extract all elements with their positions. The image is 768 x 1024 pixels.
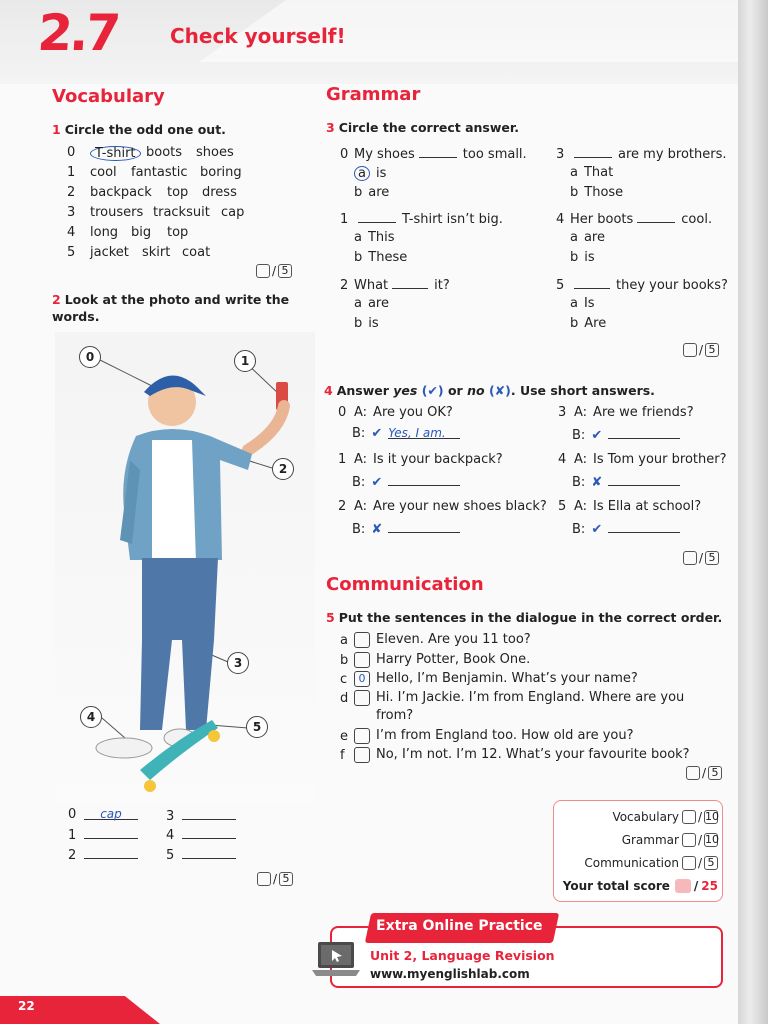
question-text: Are we friends?	[593, 405, 694, 420]
ex4-text-a: Answer	[336, 383, 394, 398]
ex3-instruction	[326, 120, 519, 137]
item-text-line: Harry Potter, Book One.	[376, 652, 531, 667]
answer-field[interactable]	[388, 474, 460, 486]
num: 1	[68, 828, 77, 843]
num: 5	[166, 848, 175, 863]
answer-field[interactable]: Yes, I am.	[388, 427, 460, 439]
label-a: A:	[354, 405, 368, 420]
ex1-word[interactable]: big	[131, 225, 152, 240]
ex1-word[interactable]: coat	[182, 245, 211, 260]
grammar-heading: Grammar	[326, 84, 421, 105]
blank-field[interactable]	[419, 146, 457, 158]
ex4-question	[558, 500, 701, 513]
item-number: 2	[340, 278, 349, 293]
option-letter: b	[354, 250, 363, 265]
score-total: 5	[705, 551, 719, 565]
online-unit: Unit 2, Language Revision	[370, 948, 555, 963]
blank-field[interactable]	[358, 211, 396, 223]
ex1-word[interactable]: shoes	[196, 145, 234, 160]
ex1-row-number: 3	[67, 205, 76, 220]
ex5-score: / 5	[686, 766, 722, 780]
option-letter: b	[354, 185, 363, 200]
t-shirt	[152, 440, 196, 562]
ex4-text-b: . Use short answers.	[510, 383, 655, 398]
blank-field[interactable]	[574, 277, 610, 289]
label-b: B:	[352, 522, 366, 537]
item-number: 3	[558, 405, 567, 420]
item-text	[376, 651, 696, 669]
answer-field[interactable]	[84, 847, 138, 859]
ex4-question	[558, 406, 694, 419]
item-number: 3	[556, 147, 565, 162]
ex4-number: 4	[324, 383, 333, 398]
answer-field[interactable]: cap	[84, 808, 138, 820]
ex1-word[interactable]: top	[167, 225, 189, 240]
answer-field[interactable]	[182, 847, 236, 859]
trainers	[96, 738, 152, 758]
callout-1: 1	[234, 350, 256, 372]
ex1-word[interactable]: T-shirt	[90, 146, 141, 161]
total-max: 25	[701, 879, 718, 893]
item-number: 5	[556, 278, 565, 293]
score-grammar: Grammar / 10	[621, 833, 719, 847]
ex3-item	[556, 277, 728, 292]
cross-icon: (✘)	[488, 383, 511, 398]
item-number: 4	[558, 452, 567, 467]
label-b: B:	[572, 522, 586, 537]
item-text: they your books?	[616, 278, 728, 293]
order-box[interactable]: 0	[354, 671, 370, 687]
ex5-text: Put the sentences in the dialogue in the correct order.	[338, 610, 723, 625]
item-letter: f	[340, 748, 345, 763]
ex4-no: no	[467, 383, 485, 398]
ex5-item	[340, 634, 696, 649]
num: 4	[166, 828, 175, 843]
item-number: 1	[338, 452, 347, 467]
label-b: B:	[352, 475, 366, 490]
vocabulary-heading: Vocabulary	[52, 86, 165, 107]
ex4-answer	[352, 427, 460, 440]
ex1-word[interactable]: cool	[90, 165, 117, 180]
item-number: 0	[338, 405, 347, 420]
page-number: 22	[18, 999, 35, 1013]
jeans	[140, 558, 218, 730]
score-box[interactable]	[683, 551, 697, 565]
order-box[interactable]	[354, 728, 370, 744]
ex4-question	[338, 406, 453, 419]
item-text	[376, 631, 696, 649]
tick-icon: ✔	[371, 475, 383, 490]
total-score-box[interactable]	[675, 879, 691, 893]
blank-field[interactable]	[574, 146, 612, 158]
option-text: are	[583, 230, 605, 245]
num: 0	[68, 807, 77, 822]
item-number: 1	[340, 212, 349, 227]
ex1-row-number: 2	[67, 185, 76, 200]
ex2-text-2: words.	[52, 308, 100, 324]
ex4-answer	[572, 474, 680, 489]
score-total: 10	[705, 833, 719, 846]
ex4-answer	[352, 474, 460, 489]
answer-field[interactable]	[608, 521, 680, 533]
ex2-answer-4	[166, 827, 236, 842]
ex1-text: Circle the odd one out.	[64, 122, 226, 137]
score-total: 5	[279, 872, 293, 886]
total-label: Your total score	[562, 879, 670, 893]
option-letter: a	[354, 230, 362, 245]
label-a: A:	[354, 452, 368, 467]
tick-icon: ✔	[591, 522, 603, 537]
ex1-score: / 5	[256, 264, 292, 278]
ex4-yes: yes	[393, 383, 418, 398]
ex3-option-b[interactable]	[570, 186, 623, 199]
label-b: B:	[352, 426, 366, 441]
item-letter: b	[340, 653, 349, 668]
item-number: 4	[556, 212, 565, 227]
ex1-word[interactable]: boots	[146, 145, 183, 160]
ex4-instruction	[324, 383, 655, 400]
item-text: T-shirt isn’t big.	[402, 212, 503, 227]
question-text: Are you OK?	[373, 405, 453, 420]
item-text: What	[354, 278, 389, 293]
item-text	[376, 727, 696, 745]
ex3-option-b[interactable]	[354, 317, 379, 330]
item-text-line: No, I’m not. I’m 12. What’s your favourite book?	[376, 747, 690, 762]
score-box[interactable]	[683, 343, 697, 357]
ex1-word[interactable]: cap	[221, 205, 245, 220]
item-text	[376, 746, 696, 764]
item-text-line: Hello, I’m Benjamin. What’s your name?	[376, 671, 638, 686]
option-letter: b	[354, 316, 363, 331]
ex4-question	[558, 453, 726, 466]
question-text: Is it your backpack?	[373, 452, 503, 467]
ex3-item	[340, 277, 450, 292]
option-letter: b	[570, 250, 579, 265]
ex2-text: Look at the photo and write the	[64, 292, 290, 307]
ex3-option-b[interactable]	[570, 251, 595, 264]
order-box[interactable]	[354, 632, 370, 648]
num: 3	[166, 809, 175, 824]
callout-5: 5	[246, 716, 268, 738]
ex2-answer-2	[68, 847, 138, 862]
label-b: B:	[572, 475, 586, 490]
item-text	[376, 689, 696, 725]
answer-field[interactable]	[182, 808, 236, 820]
ex5-item	[340, 692, 696, 725]
option-text: This	[367, 230, 395, 245]
callout-4: 4	[80, 706, 102, 728]
item-number: 0	[340, 147, 349, 162]
score-vocabulary: Vocabulary / 10	[612, 810, 719, 824]
item-letter: a	[340, 633, 348, 648]
question-text: Is Tom your brother?	[593, 452, 727, 467]
option-text: Are	[584, 316, 607, 331]
ex1-number: 1	[52, 122, 61, 137]
item-text-line: Eleven. Are you 11 too?	[376, 632, 531, 647]
ex4-answer	[572, 521, 680, 536]
ex5-item	[340, 673, 696, 688]
item-letter: c	[340, 672, 348, 687]
question-text: Is Ella at school?	[593, 499, 702, 514]
score-total: 5	[278, 264, 292, 278]
score-box[interactable]	[256, 264, 270, 278]
option-text: is	[375, 166, 387, 181]
item-number: 2	[338, 499, 347, 514]
answer-field[interactable]	[388, 521, 460, 533]
ex3-option-a[interactable]	[570, 297, 595, 310]
score-total: 5	[705, 343, 719, 357]
ex3-option-b[interactable]	[354, 186, 389, 199]
online-url[interactable]: www.myenglishlab.com	[370, 967, 530, 981]
online-tab-label: Extra Online Practice	[376, 918, 543, 934]
label-a: A:	[574, 452, 588, 467]
num: 2	[68, 848, 77, 863]
ex3-option-b[interactable]	[570, 317, 606, 330]
score-total: 5	[708, 766, 722, 780]
answer-field[interactable]	[182, 827, 236, 839]
ex1-row-number: 5	[67, 245, 76, 260]
lesson-number: 2.7	[35, 4, 120, 62]
question-text: Are your new shoes black?	[373, 499, 547, 514]
ex2-answer-0	[68, 808, 138, 821]
score-box[interactable]	[257, 872, 271, 886]
tick-icon: (✔)	[421, 383, 444, 398]
label-a: A:	[574, 499, 588, 514]
option-letter: a	[354, 166, 370, 181]
option-text: is	[584, 250, 595, 265]
ex1-word[interactable]: trousers	[90, 205, 144, 220]
ex4-answer	[572, 427, 680, 442]
ex1-word[interactable]: boring	[200, 165, 242, 180]
option-letter: a	[570, 165, 578, 180]
ex1-row-number: 1	[67, 165, 76, 180]
ex2-number: 2	[52, 292, 61, 307]
label-b: B:	[572, 428, 586, 443]
callout-0: 0	[79, 346, 101, 368]
ex4-answer	[352, 521, 460, 536]
ex3-item	[556, 211, 712, 226]
ex3-item	[340, 211, 503, 226]
ex3-item	[556, 146, 727, 161]
item-text: are my brothers.	[618, 147, 727, 162]
ex1-word[interactable]: fantastic	[131, 165, 188, 180]
ex5-item	[340, 730, 696, 745]
ex2-answer-1	[68, 827, 138, 842]
score-label: Vocabulary	[612, 810, 679, 824]
item-text	[376, 670, 696, 688]
ex4-question	[338, 500, 547, 513]
ex5-instruction	[326, 610, 722, 627]
cross-icon: ✘	[591, 475, 603, 490]
ex1-word[interactable]: top	[167, 185, 189, 200]
ex1-word[interactable]: skirt	[142, 245, 171, 260]
item-text: too small.	[462, 147, 527, 162]
option-text: Is	[583, 296, 595, 311]
ex4-question	[338, 453, 503, 466]
ex5-number: 5	[326, 610, 335, 625]
ex3-score: / 5	[683, 343, 719, 357]
ex1-word[interactable]: long	[90, 225, 119, 240]
blank-field[interactable]	[637, 211, 675, 223]
cross-icon: ✘	[371, 522, 383, 537]
ex2-score: / 5	[257, 872, 293, 886]
callout-2: 2	[272, 458, 294, 480]
option-text: are	[367, 296, 389, 311]
option-letter: a	[570, 230, 578, 245]
score-communication: Communication / 5	[560, 856, 718, 870]
ex3-option-a[interactable]	[354, 297, 389, 310]
ex2-instruction	[52, 292, 292, 326]
option-text: is	[368, 316, 379, 331]
ex1-word[interactable]: jacket	[90, 245, 129, 260]
order-box[interactable]	[354, 690, 370, 706]
answer-field[interactable]	[608, 474, 680, 486]
score-box[interactable]	[682, 810, 696, 824]
ex1-row-number: 0	[67, 145, 76, 160]
ex1-word[interactable]: dress	[202, 185, 237, 200]
option-letter: b	[570, 185, 579, 200]
ex5-item	[340, 749, 696, 764]
score-total: 10	[705, 810, 719, 823]
item-text-line: Hi. I’m Jackie. I’m from England. Where are you	[376, 690, 685, 705]
option-text: These	[368, 250, 408, 265]
communication-heading: Communication	[326, 574, 484, 595]
option-text: That	[583, 165, 614, 180]
tick-icon: ✔	[371, 426, 383, 441]
answer-field[interactable]	[608, 427, 680, 439]
item-text: cool.	[681, 212, 713, 227]
score-box[interactable]	[682, 856, 696, 870]
score-total-row: Your total score / 25	[562, 879, 718, 893]
tick-icon: ✔	[591, 428, 603, 443]
ex3-number: 3	[326, 120, 335, 135]
callout-3: 3	[227, 652, 249, 674]
label-a: A:	[574, 405, 588, 420]
answer-field[interactable]	[84, 827, 138, 839]
blank-field[interactable]	[392, 277, 428, 289]
order-box[interactable]	[354, 652, 370, 668]
item-letter: e	[340, 729, 348, 744]
ex3-option-a[interactable]	[354, 231, 395, 244]
item-text: Her boots	[570, 212, 634, 227]
ex1-word[interactable]: tracksuit	[153, 205, 210, 220]
order-box[interactable]	[354, 747, 370, 763]
item-text-line: I’m from England too. How old are you?	[376, 728, 634, 743]
score-total: 5	[704, 856, 718, 870]
score-label: Communication	[584, 856, 679, 870]
ex4-score: / 5	[683, 551, 719, 565]
option-letter: b	[570, 316, 579, 331]
ex5-item	[340, 654, 696, 669]
item-number: 5	[558, 499, 567, 514]
boy-photo	[80, 340, 310, 800]
ex3-option-a[interactable]	[570, 166, 613, 179]
page-edge	[738, 0, 768, 1024]
item-text: My shoes	[354, 147, 415, 162]
ex4-or: or	[443, 383, 468, 398]
item-text-line: from?	[376, 708, 414, 723]
ex1-row-number: 4	[67, 225, 76, 240]
ex1-instruction	[52, 122, 226, 139]
laptop-icon	[312, 940, 360, 980]
ex1-word[interactable]: backpack	[90, 185, 152, 200]
option-letter: a	[354, 296, 362, 311]
option-text: Those	[584, 185, 624, 200]
score-box[interactable]	[682, 833, 696, 847]
ex2-answer-3	[166, 808, 236, 823]
label-a: A:	[354, 499, 368, 514]
option-letter: a	[570, 296, 578, 311]
ex3-option-b[interactable]	[354, 251, 407, 264]
item-letter: d	[340, 691, 349, 706]
ex3-option-a[interactable]	[354, 166, 386, 181]
option-text: are	[368, 185, 390, 200]
score-box[interactable]	[686, 766, 700, 780]
ex3-text: Circle the correct answer.	[338, 120, 520, 135]
ex3-option-a[interactable]	[570, 231, 605, 244]
page-title: Check yourself!	[170, 24, 346, 48]
score-label: Grammar	[621, 833, 679, 847]
item-text: it?	[434, 278, 450, 293]
ex2-answer-5	[166, 847, 236, 862]
ex3-item	[340, 146, 527, 161]
